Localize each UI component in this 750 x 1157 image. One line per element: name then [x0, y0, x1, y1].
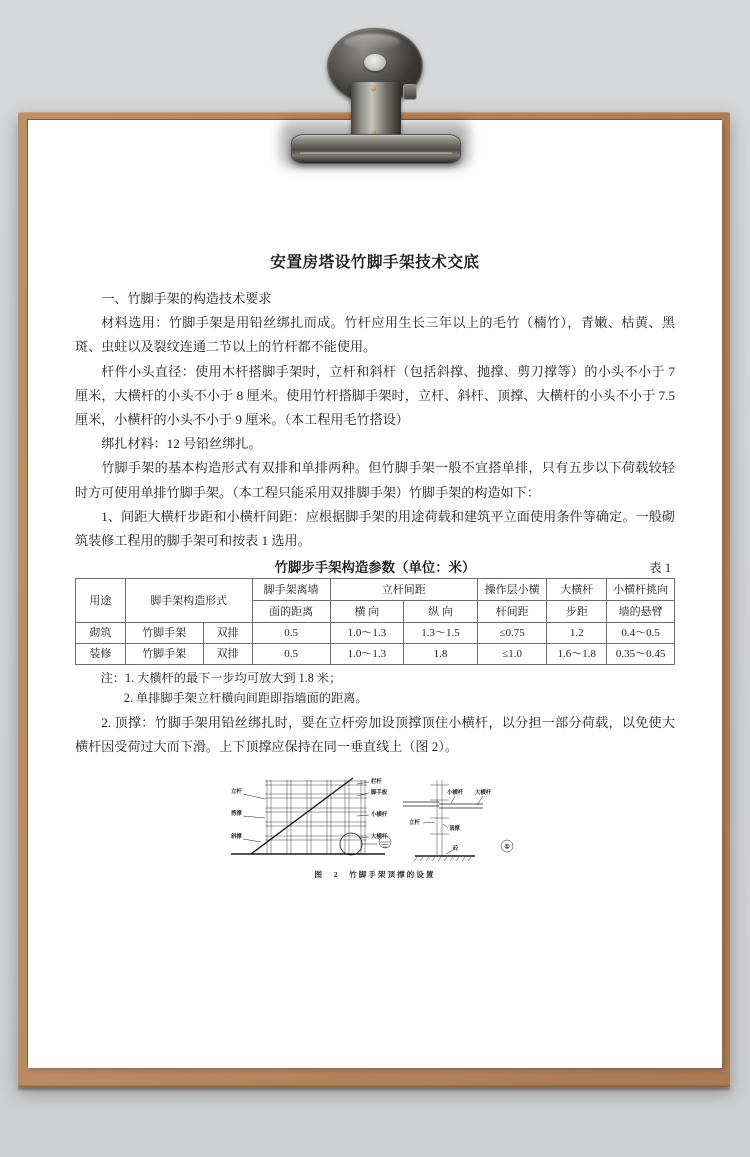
clip-bar[interactable] [291, 134, 461, 164]
figure-caption: 图 2 竹脚手架顶撑的设置 [314, 869, 436, 879]
paragraph-binding-material: 绑扎材料：12 号铅丝绑扎。 [101, 436, 262, 452]
th-small-beam-top: 操作层小横 [477, 579, 546, 601]
paragraph-material-selection: 材料选用：竹脚手架是用铅丝绑扎而成。竹杆应用生长三年以上的毛竹（楠竹），青嫩、枯黄、黑斑、虫蛀以及裂纹连通二节以上的竹杆都不能使用。 [75, 315, 675, 355]
table-header-row-1 [76, 579, 675, 601]
table-note-2: 2. 单排脚手架立杆横向间距即指墙面的距离。 [123, 691, 368, 706]
cell-form: 竹脚手架 [125, 623, 203, 644]
th-small-beam-bottom: 杆间距 [477, 601, 546, 623]
paragraph-basic-structure: 竹脚手架的基本构造形式有双排和单排两种。但竹脚手架一般不宜搭单排，只有五步以下荷载较轻时方可使用单排竹脚手架。（本工程只能采用双排脚手架）竹脚手架的构造如下： [75, 460, 675, 500]
figure-label-lizhu: 立杆 [231, 788, 242, 795]
clipboard-clip[interactable] [275, 26, 475, 174]
cell-transverse: 1.0～1.3 [330, 623, 404, 644]
figure-label-detail-lizhu: 立杆 [409, 819, 420, 826]
figure-label-jiaoshouban: 脚手板 [371, 789, 388, 796]
th-big-beam-bottom: 步距 [547, 601, 607, 623]
figure-block [75, 772, 675, 880]
clip-disc-center [364, 54, 386, 71]
cell-use: 砌筑 [76, 623, 126, 644]
cell-small-beam: ≤0.75 [477, 623, 546, 644]
cell-big-beam: 1.2 [547, 623, 607, 644]
table-caption [75, 557, 675, 576]
paper-sheet [28, 120, 722, 1068]
cell-form: 竹脚手架 [125, 644, 203, 665]
figure-label-langan: 栏杆 [371, 778, 382, 785]
th-pole-spacing: 立杆间距 [330, 579, 477, 601]
cell-longitudinal: 1.8 [404, 644, 478, 665]
cell-big-beam: 1.6～1.8 [547, 644, 607, 665]
th-longitudinal: 纵 向 [404, 601, 478, 623]
th-cantilever-top: 小横杆挑向 [607, 579, 675, 601]
table-row [76, 623, 675, 644]
figure-label-xiaohenggan: 小横杆 [371, 811, 388, 818]
table-number: 表 1 [648, 561, 671, 576]
th-wall-distance-top: 脚手架离墙 [252, 579, 330, 601]
cell-longitudinal: 1.3～1.5 [404, 623, 478, 644]
figure-page-marker: ① [504, 844, 510, 851]
figure-label-detail-xiaohenggan: 小横杆 [447, 789, 464, 796]
paragraph-rod-diameter: 杆件小头直径：使用木杆搭脚手架时，立杆和斜杆（包括斜撑、抛撑、剪刀撑等）的小头不小于 7 厘米，大横杆的小头不小于 8 厘米。使用竹杆搭脚手架时，立杆、斜杆、顶撑、大横杆的小头不小于 7.5 厘米，小横杆的小头不小于 9 厘米。（本工程用毛竹搭设） [75, 363, 675, 428]
th-cantilever-bottom: 墙的悬臂 [607, 601, 675, 623]
cell-type: 双排 [203, 644, 252, 665]
page-title: 安置房塔设竹脚手架技术交底 [270, 254, 480, 271]
figure-label-detail-dahenggan: 大横杆 [475, 789, 492, 796]
cell-cantilever: 0.35～0.45 [607, 644, 675, 665]
table-note-1: 注：1. 大横杆的最下一步均可放大到 1.8 米； [100, 671, 342, 686]
scaffold-diagram [225, 772, 525, 868]
cell-cantilever: 0.4～0.5 [607, 623, 675, 644]
cell-type: 双排 [203, 623, 252, 644]
table-notes [75, 668, 675, 708]
cell-wall-distance: 0.5 [252, 623, 330, 644]
document-body [28, 120, 722, 1068]
figure-label-dahenggan: 大横杆 [371, 833, 388, 840]
clip-bar-groove [300, 152, 452, 154]
clip-highlight [344, 34, 400, 50]
table-caption-text: 竹脚步手架构造参数（单位：米） [274, 560, 476, 576]
th-form: 脚手架构造形式 [125, 579, 252, 623]
table-row [76, 644, 675, 665]
th-big-beam-top: 大横杆 [547, 579, 607, 601]
clip-lever-icon[interactable] [403, 84, 417, 100]
figure-label-detail-tong: 砼 [453, 845, 459, 852]
cell-use: 装修 [76, 644, 126, 665]
scaffold-parameter-table [75, 578, 675, 665]
th-wall-distance-bottom: 面的距离 [252, 601, 330, 623]
figure-label-xiezhu: 斜撑 [231, 833, 242, 840]
th-transverse: 横 向 [330, 601, 404, 623]
cell-wall-distance: 0.5 [252, 644, 330, 665]
figure-label-detail-dingzhu: 顶撑 [449, 825, 460, 832]
cell-small-beam: ≤1.0 [477, 644, 546, 665]
paragraph-spacing-rule: 1、间距大横杆步距和小横杆间距：应根据脚手架的用途荷载和建筑平立面使用条件等确定。一般砌筑装修工程用的脚手架可和按表 1 选用。 [75, 508, 675, 549]
paragraph-section-heading: 一、竹脚手架的构造技术要求 [101, 291, 272, 306]
cell-transverse: 1.0～1.3 [330, 644, 404, 665]
figure-label-jianzhu: 剪撑 [231, 810, 242, 817]
paragraph-top-brace: 2. 顶撑：竹脚手架用铅丝绑扎时，要在立杆旁加设顶撑顶住小横杆，以分担一部分荷载，以免使大横杆因受荷过大而下滑。上下顶撑应保持在同一垂直线上（图 2）。 [75, 715, 675, 755]
th-use: 用途 [76, 579, 126, 623]
clip-rivet-icon [371, 86, 376, 91]
